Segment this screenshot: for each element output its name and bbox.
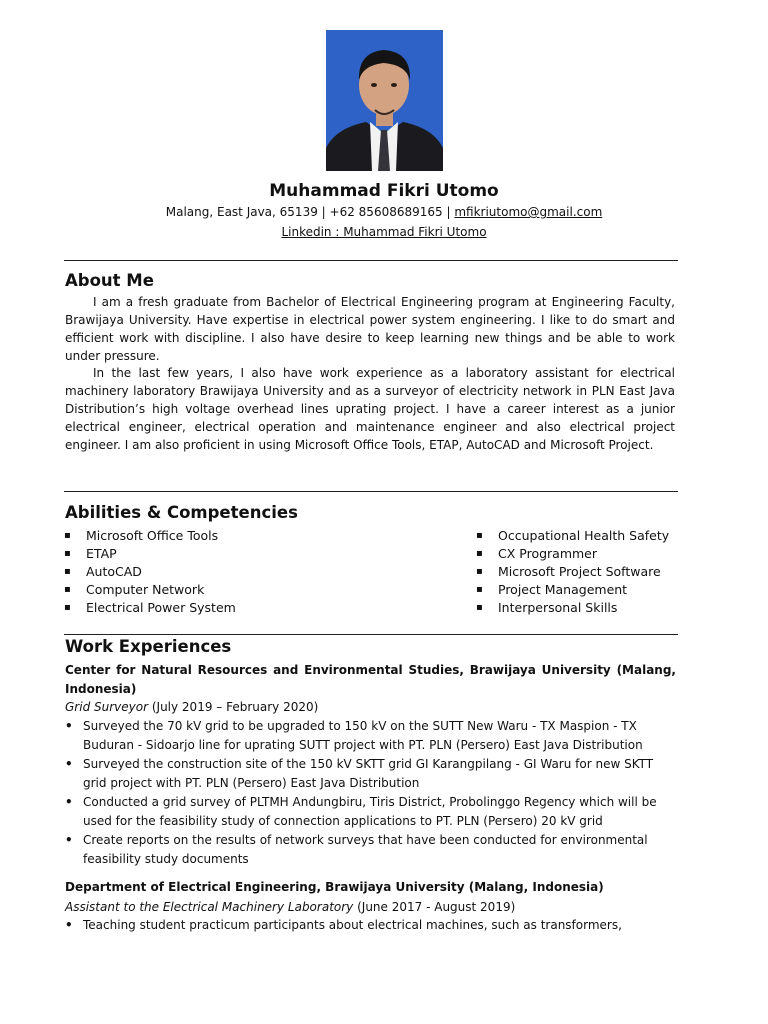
about-heading: About Me (65, 271, 154, 290)
section-divider (64, 491, 678, 492)
job1-organization: Center for Natural Resources and Environmental Studies, Brawijaya University (Malang, Indonesia) (65, 663, 676, 696)
candidate-name: Muhammad Fikri Utomo (269, 181, 499, 201)
about-paragraph-2: In the last few years, I also have work experience as a laboratory assistant for electrical machinery laboratory Brawijaya University and as a surveyor of electricity network in PLN East Java Distribution’s high voltage overhead lines uprating project. I have a career interest as a junior electrical engineer, electrical operation and maintenance engineer and also electrical project engineer. I am also proficient in using Microsoft Office Tools, ETAP, AutoCAD and Microsoft Project. (65, 366, 675, 452)
profile-photo (326, 30, 443, 171)
skill-item: ▪ ETAP (64, 545, 424, 563)
person-portrait-icon (326, 30, 443, 171)
skill-item: ▪ Microsoft Office Tools (64, 527, 424, 545)
job2-role (65, 898, 515, 916)
section-divider (64, 260, 678, 261)
duty-item: • Teaching student practicum participants about electrical machines, such as transformers, (65, 916, 677, 935)
skills-list-left (64, 527, 424, 617)
skills-list-right (476, 527, 736, 617)
abilities-heading: Abilities & Competencies (65, 503, 298, 522)
email-link[interactable]: mfikriutomo@gmail.com (454, 205, 603, 219)
job2-period: (June 2017 - August 2019) (357, 900, 516, 914)
skill-item: ▪ CX Programmer (476, 545, 736, 563)
linkedin-link[interactable]: Linkedin : Muhammad Fikri Utomo (281, 225, 487, 239)
phone-text: +62 85608689165 (329, 205, 443, 219)
duty-item: • Surveyed the construction site of the 150 kV SKTT grid GI Karangpilang - GI Waru for new SKTT grid project with PT. PLN (Persero) East Java Distribution (65, 755, 677, 793)
job1-role (65, 698, 318, 716)
skill-item: ▪ Occupational Health Safety (476, 527, 736, 545)
skill-item: ▪ Interpersonal Skills (476, 599, 736, 617)
job1-duties (65, 717, 677, 869)
job2-organization: Department of Electrical Engineering, Brawijaya University (Malang, Indonesia) (65, 880, 604, 894)
job1-period: (July 2019 – February 2020) (151, 700, 319, 714)
work-heading: Work Experiences (65, 637, 232, 656)
separator: | (321, 205, 330, 219)
skill-item: ▪ Microsoft Project Software (476, 563, 736, 581)
job1-title: Grid Surveyor (65, 700, 149, 714)
job2-duties (65, 916, 677, 935)
job2-title: Assistant to the Electrical Machinery Laboratory (65, 900, 354, 914)
duty-item: • Surveyed the 70 kV grid to be upgraded to 150 kV on the SUTT New Waru - TX Maspion - TX Buduran - Sidoarjo line for uprating SUTT project with PT. PLN (Persero) East Java Distribution (65, 717, 677, 755)
skill-item: ▪ AutoCAD (64, 563, 424, 581)
skill-item: ▪ Electrical Power System (64, 599, 424, 617)
skill-item: ▪ Project Management (476, 581, 736, 599)
duty-item: • Create reports on the results of network surveys that have been conducted for environmental feasibility study documents (65, 831, 677, 869)
skill-item: ▪ Computer Network (64, 581, 424, 599)
about-paragraph-1: I am a fresh graduate from Bachelor of Electrical Engineering program at Engineering Faculty, Brawijaya University. Have expertise in electrical power system engineering. I like to do smart and efficient work with discipline. I also have desire to keep learning new things and be able to work under pressure. (65, 295, 675, 363)
section-divider (64, 634, 678, 635)
separator: | (446, 205, 455, 219)
location-text: Malang, East Java, 65139 (165, 205, 318, 219)
contact-line (0, 205, 768, 219)
duty-item: • Conducted a grid survey of PLTMH Andungbiru, Tiris District, Probolinggo Regency which will be used for the feasibility study of connection applications to PT. PLN (Persero) 20 kV grid (65, 793, 677, 831)
